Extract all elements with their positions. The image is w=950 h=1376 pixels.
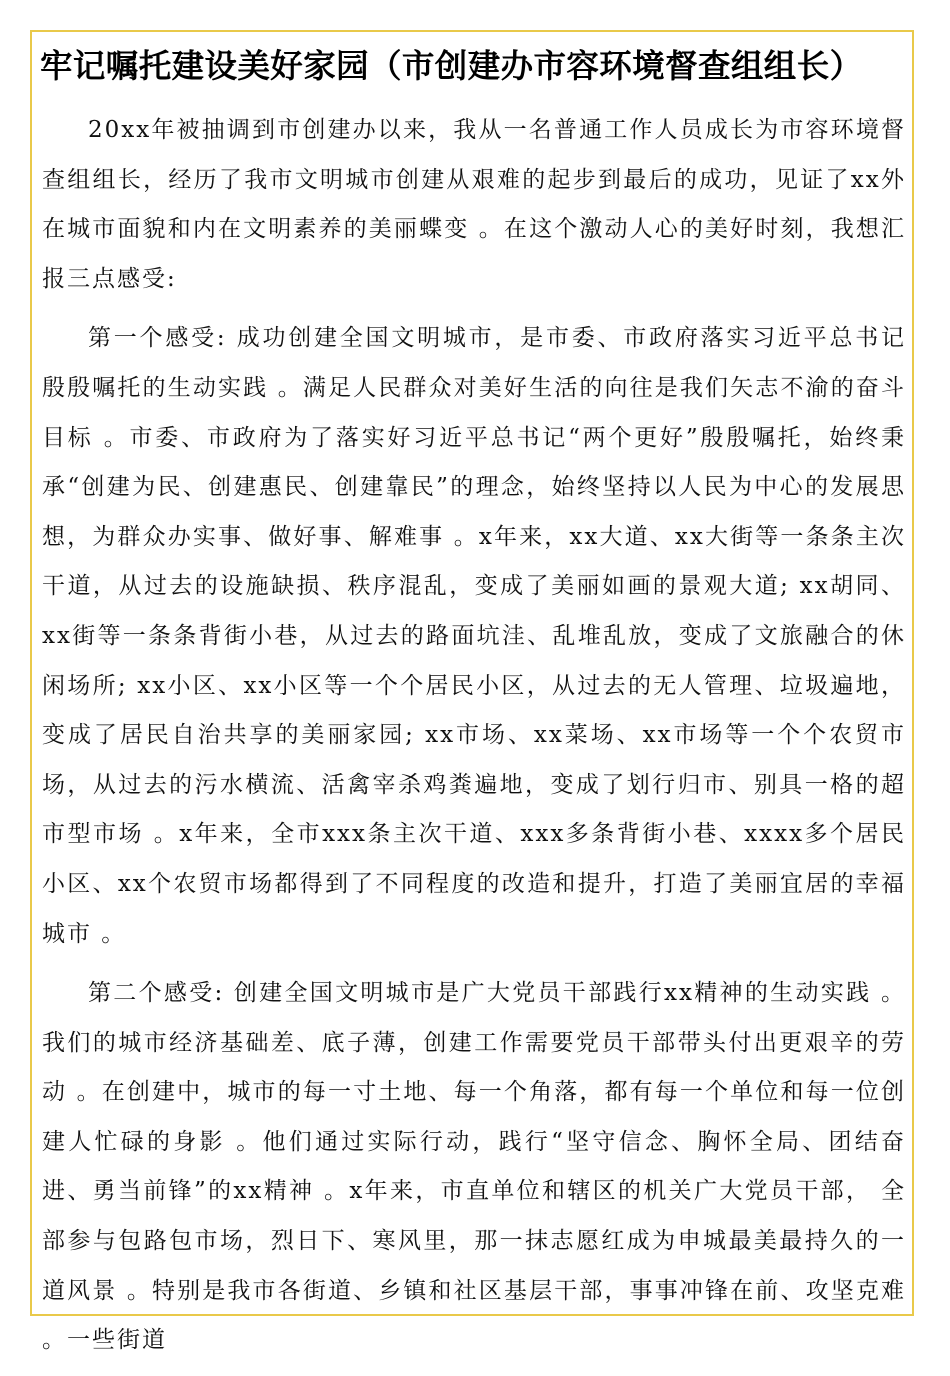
document-body	[42, 106, 931, 1376]
paragraph-first-feeling: 第一个感受: 成功创建全国文明城市，是市委、市政府落实习近平总书记殷殷嘱托的生动实践 。满足人民群众对美好生活的向往是我们矢志不渝的奋斗 目标 。市委、市政府为了落实好习近平总书记“两个更好”殷殷嘱托，始终秉承“创建为民、创建惠民、创建靠民”的理念，始终坚持以人民为中心的发展思想，为群众办实事、做好事、解难事 。x年来，xx大道、xx大街等一条条主次干道，从过去的设施缺损、秩序混乱，变成了美丽如画的景观大道; xx胡同、xx街等一条条背街小巷，从过去的路面坑洼、乱堆乱放，变成了文旅融合的休闲场所; xx小区、xx小区等一个个居民小区，从过去的无人管理、垃圾遍地，变成了居民自治共享的美丽家园; xx市场、xx菜场、xx市场等一个个农贸市场，从过去的污水横流、活禽宰杀鸡粪遍地，变成了划行归市、别具一格的超市型市场 。x年来，全市xxx条主次干道、xxx多条背街小巷、xxxx多个居民小区、xx个农贸市场都得到了不同程度的改造和提升，打造了美丽宜居的幸福城市 。	[42, 325, 931, 947]
page-border	[30, 30, 931, 1354]
paragraph-intro: 20xx年被抽调到市创建办以来，我从一名普通工作人员成长为市容环境督查组组长，经历了我市文明城市创建从艰难的起步到最后的成功，见证了xx外在城市面貌和内在文明素养的美丽蝶变 。在这个激动人心的美好时刻，我想汇报三点感受:	[42, 117, 906, 292]
document-title: 牢记嘱托建设美好家园（市创建办市容环境督查组组长）	[40, 47, 863, 85]
paragraph-second-feeling: 第二个感受: 创建全国文明城市是广大党员干部践行xx精神的生动实践 。我们的城市经济基础差、底子薄，创建工作需要党员干部带头付出更艰辛的劳动 。在创建中，城市的每一寸土地、每一个角落，都有每一个单位和每一位创建人忙碌的身影 。他们通过实际行动，践行“坚守信念、胸怀全局、团结奋进、勇当前锋”的xx精神 。x年来，市直单位和辖区的机关广大党员干部， 全部参与包路包市场，烈日下、寒风里，那一抹志愿红成为申城最美最持久的一道风景 。特别是我市各街道、乡镇和社区基层干部，事事冲锋在前、攻坚克难 。一些街道	[42, 980, 906, 1354]
